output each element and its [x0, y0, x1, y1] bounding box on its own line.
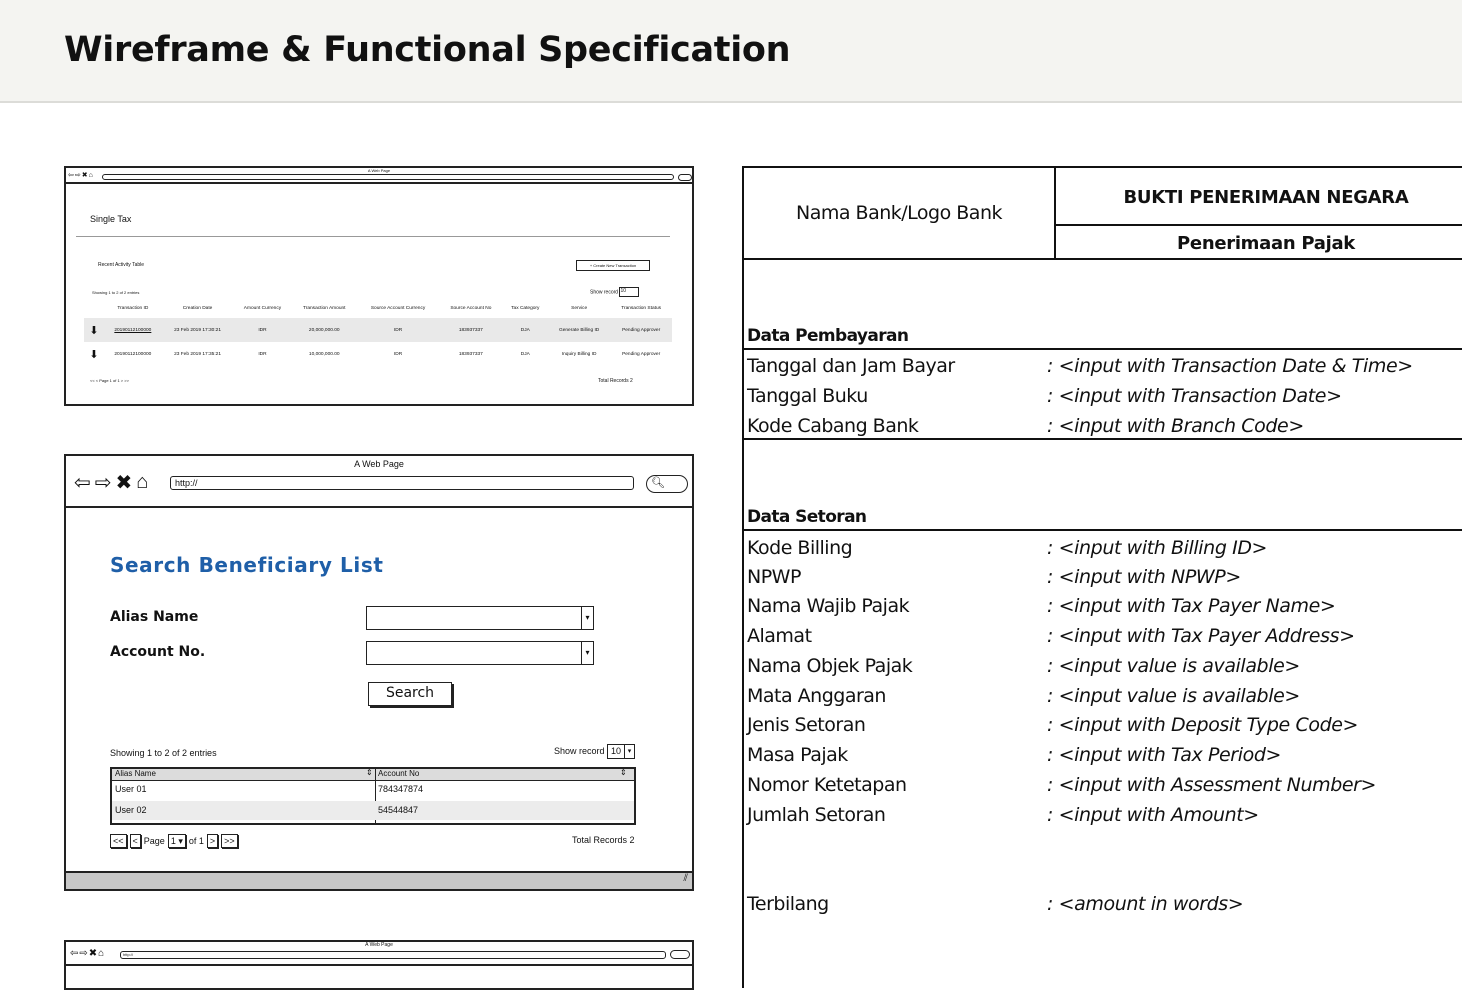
alias-name-label: Alias Name — [110, 609, 199, 625]
table-cell: 54544847 — [378, 805, 419, 815]
deposit-field — [747, 714, 1462, 742]
expand-icon[interactable]: ⬇ — [89, 348, 99, 361]
field-value: : <input with Assessment Number> — [1047, 774, 1377, 796]
col-header: Amount Currency — [243, 305, 282, 311]
chevron-down-icon: ▾ — [624, 745, 634, 758]
field-label: Tanggal Buku — [747, 385, 868, 407]
home-icon[interactable]: ⌂ — [98, 948, 105, 959]
show-record-label: Show record — [590, 289, 619, 296]
table-cell: DJA — [503, 318, 548, 342]
url-bar[interactable] — [102, 174, 674, 180]
field-label: Kode Billing — [747, 537, 853, 559]
home-icon[interactable]: ⌂ — [88, 171, 93, 179]
section-payment: Data Pembayaran — [747, 326, 909, 346]
sort-icon[interactable]: ⇕ — [366, 768, 373, 777]
amount-in-words — [747, 893, 1462, 921]
col-header: Tax Category — [511, 305, 540, 311]
deposit-field — [747, 595, 1462, 623]
section-divider — [744, 529, 1462, 531]
deposit-field — [747, 774, 1462, 802]
single-tax-title: Single Tax — [90, 214, 132, 224]
expand-icon[interactable]: ⬇ — [84, 318, 104, 342]
table-cell[interactable]: 20190112100000 — [114, 351, 152, 357]
close-icon[interactable]: ✖ — [88, 948, 98, 959]
field-value: : <input value is available> — [1047, 685, 1300, 707]
payment-field — [747, 385, 1462, 413]
last-page-button[interactable]: >> — [221, 834, 238, 848]
table-cell: IDR — [258, 351, 267, 357]
back-icon[interactable]: ⇦ — [70, 948, 79, 959]
account-no-label: Account No. — [110, 644, 206, 660]
first-page-button[interactable]: << — [110, 834, 127, 848]
transaction-id-link[interactable]: 20190112100000 — [104, 318, 162, 342]
col-header: Source Account No — [450, 305, 492, 311]
field-value: : <amount in words> — [1047, 893, 1244, 915]
page-value: 1 — [170, 836, 176, 846]
chevron-down-icon: ▾ — [178, 836, 183, 846]
show-record — [554, 744, 635, 759]
beneficiary-browser — [64, 454, 694, 891]
show-record-select[interactable]: 10 — [619, 287, 639, 297]
field-value: : <input with Deposit Type Code> — [1047, 714, 1359, 736]
table-cell: User 01 — [115, 784, 147, 794]
status-bar — [66, 871, 692, 889]
col-header: Transaction Amount — [303, 305, 346, 311]
table-cell: IDR — [233, 318, 291, 342]
table-cell: Pending Approver — [622, 351, 661, 357]
table-cell: Pending Approver — [610, 318, 672, 342]
pagination[interactable]: << < Page 1 of 1 > >> — [90, 378, 129, 383]
field-value: : <input with Tax Payer Address> — [1047, 625, 1355, 647]
page-label: Page — [143, 836, 165, 846]
col-header-account[interactable]: Account No — [378, 769, 420, 778]
field-label: Alamat — [747, 625, 812, 647]
sort-icon[interactable]: ⇕ — [620, 768, 627, 777]
back-icon[interactable]: ⇦ — [74, 472, 91, 494]
url-bar[interactable]: http:// — [170, 476, 634, 490]
page-select[interactable] — [168, 834, 186, 848]
entries-info: Showing 1 to 2 of 2 entries — [92, 290, 140, 295]
home-icon[interactable]: ⌂ — [136, 471, 149, 493]
page-title: Wireframe & Functional Specification — [64, 30, 791, 70]
table-cell: Generate Billing ID — [548, 318, 610, 342]
deposit-field — [747, 625, 1462, 653]
col-header: Transaction ID — [117, 305, 149, 311]
browser-chrome — [66, 168, 692, 184]
deposit-field — [747, 655, 1462, 683]
col-header: Source Account Currency — [370, 305, 426, 311]
field-label: Nama Objek Pajak — [747, 655, 913, 677]
deposit-field — [747, 804, 1462, 832]
single-tax-browser — [64, 166, 694, 406]
window-title: A Web Page — [367, 168, 391, 173]
table-row[interactable] — [84, 342, 672, 366]
field-label: Jumlah Setoran — [747, 804, 886, 826]
deposit-field — [747, 566, 1462, 594]
table-cell: IDR — [357, 318, 439, 342]
field-value: : <input with Tax Period> — [1047, 744, 1282, 766]
forward-icon[interactable]: ⇨ — [74, 172, 81, 179]
table-cell: DJA — [520, 351, 530, 357]
recent-activity-label: Recent Activity Table — [98, 262, 145, 268]
col-header: Service — [571, 305, 588, 311]
nav-icons — [74, 470, 148, 495]
page-of-label: of 1 — [188, 836, 204, 846]
col-header: Creation Date — [182, 305, 213, 311]
forward-icon[interactable]: ⇨ — [79, 948, 88, 959]
forward-icon[interactable]: ⇨ — [94, 472, 112, 494]
section-divider — [744, 438, 1462, 440]
total-records: Total Records 2 — [598, 378, 633, 384]
window-title: A Web Page — [365, 942, 393, 948]
page-header — [0, 0, 1462, 103]
bottom-browser — [64, 940, 694, 990]
table-cell: 10,000,000.00 — [308, 351, 340, 357]
create-transaction-button[interactable]: + Create New Transaction — [576, 260, 650, 271]
field-label: Jenis Setoran — [747, 714, 866, 736]
chevron-down-icon: ▾ — [581, 607, 593, 629]
col-header-alias[interactable]: Alias Name — [115, 769, 156, 778]
back-icon[interactable]: ⇦ — [68, 172, 74, 179]
table-cell: 20,000,000.00 — [292, 318, 357, 342]
transaction-table — [84, 298, 672, 366]
beneficiary-title: Search Beneficiary List — [110, 553, 384, 577]
col-icon — [84, 298, 104, 318]
chevron-down-icon: ▾ — [581, 642, 593, 664]
nav-icons — [68, 171, 93, 179]
table-row[interactable] — [112, 801, 634, 820]
field-value: : <input with NPWP> — [1047, 566, 1241, 588]
show-record-value: 10 — [611, 746, 622, 756]
window-title: A Web Page — [354, 459, 404, 469]
field-label: Terbilang — [747, 893, 829, 915]
field-label: Mata Anggaran — [747, 685, 886, 707]
table-cell: 23 Feb 2019 17:35:21 — [174, 351, 222, 357]
field-value: : <input with Tax Payer Name> — [1047, 595, 1336, 617]
table-cell: 784347874 — [378, 784, 424, 794]
browser-chrome — [66, 942, 692, 966]
field-value: : <input with Branch Code> — [1047, 415, 1304, 437]
field-label: Tanggal dan Jam Bayar — [747, 355, 955, 377]
beneficiary-table — [110, 767, 636, 825]
field-value: : <input with Billing ID> — [1047, 537, 1268, 559]
search-icon: 🔍︎ — [651, 477, 665, 489]
resize-grip-icon[interactable]: ⫽ — [683, 873, 688, 884]
table-cell: IDR — [393, 351, 403, 357]
url-bar[interactable]: http:// — [120, 951, 666, 959]
table-row[interactable] — [84, 318, 672, 342]
search-pill[interactable] — [646, 475, 688, 493]
bank-name-logo: Nama Bank/Logo Bank — [744, 168, 1056, 260]
section-divider — [744, 348, 1462, 350]
field-label: Kode Cabang Bank — [747, 415, 919, 437]
deposit-field — [747, 744, 1462, 772]
field-value: : <input with Transaction Date & Time> — [1047, 355, 1413, 377]
close-icon[interactable]: ✖ — [115, 472, 133, 494]
table-row[interactable] — [112, 780, 634, 799]
field-value: : <input with Amount> — [1047, 804, 1259, 826]
search-button[interactable]: Search — [368, 682, 452, 706]
field-value: : <input with Transaction Date> — [1047, 385, 1342, 407]
total-records: Total Records 2 — [572, 835, 635, 845]
close-icon[interactable]: ✖ — [81, 172, 88, 179]
show-record-label: Show record — [554, 745, 605, 756]
nav-icons — [70, 948, 104, 959]
field-label: Nama Wajib Pajak — [747, 595, 910, 617]
account-no-select[interactable] — [366, 641, 594, 665]
receipt-title: BUKTI PENERIMAAN NEGARA — [1056, 168, 1462, 226]
receipt-subtitle: Penerimaan Pajak — [1056, 226, 1462, 260]
table-cell: User 02 — [115, 805, 147, 815]
section-deposit: Data Setoran — [747, 507, 867, 527]
table-cell: 183937337 — [458, 351, 483, 357]
receipt-panel — [742, 166, 1462, 988]
field-label: Masa Pajak — [747, 744, 848, 766]
field-label: Nomor Ketetapan — [747, 774, 907, 796]
prev-page-button[interactable]: < — [130, 834, 141, 848]
table-cell: 183937337 — [439, 318, 502, 342]
show-record — [590, 287, 639, 297]
field-label: NPWP — [747, 566, 801, 588]
deposit-field — [747, 685, 1462, 713]
pagination — [110, 834, 238, 848]
search-pill[interactable] — [670, 950, 690, 959]
divider — [76, 236, 670, 237]
show-record-select[interactable] — [607, 744, 635, 759]
alias-name-select[interactable] — [366, 606, 594, 630]
deposit-field — [747, 537, 1462, 565]
col-header: Transaction Status — [621, 305, 662, 311]
next-page-button[interactable]: > — [207, 834, 218, 848]
payment-field — [747, 355, 1462, 383]
browser-chrome — [66, 456, 692, 508]
table-cell: Inquiry Billing ID — [561, 351, 597, 357]
field-value: : <input value is available> — [1047, 655, 1300, 677]
search-pill[interactable] — [678, 174, 692, 181]
entries-info: Showing 1 to 2 of 2 entries — [110, 748, 217, 758]
table-cell: 23 Feb 2019 17:30:21 — [162, 318, 234, 342]
